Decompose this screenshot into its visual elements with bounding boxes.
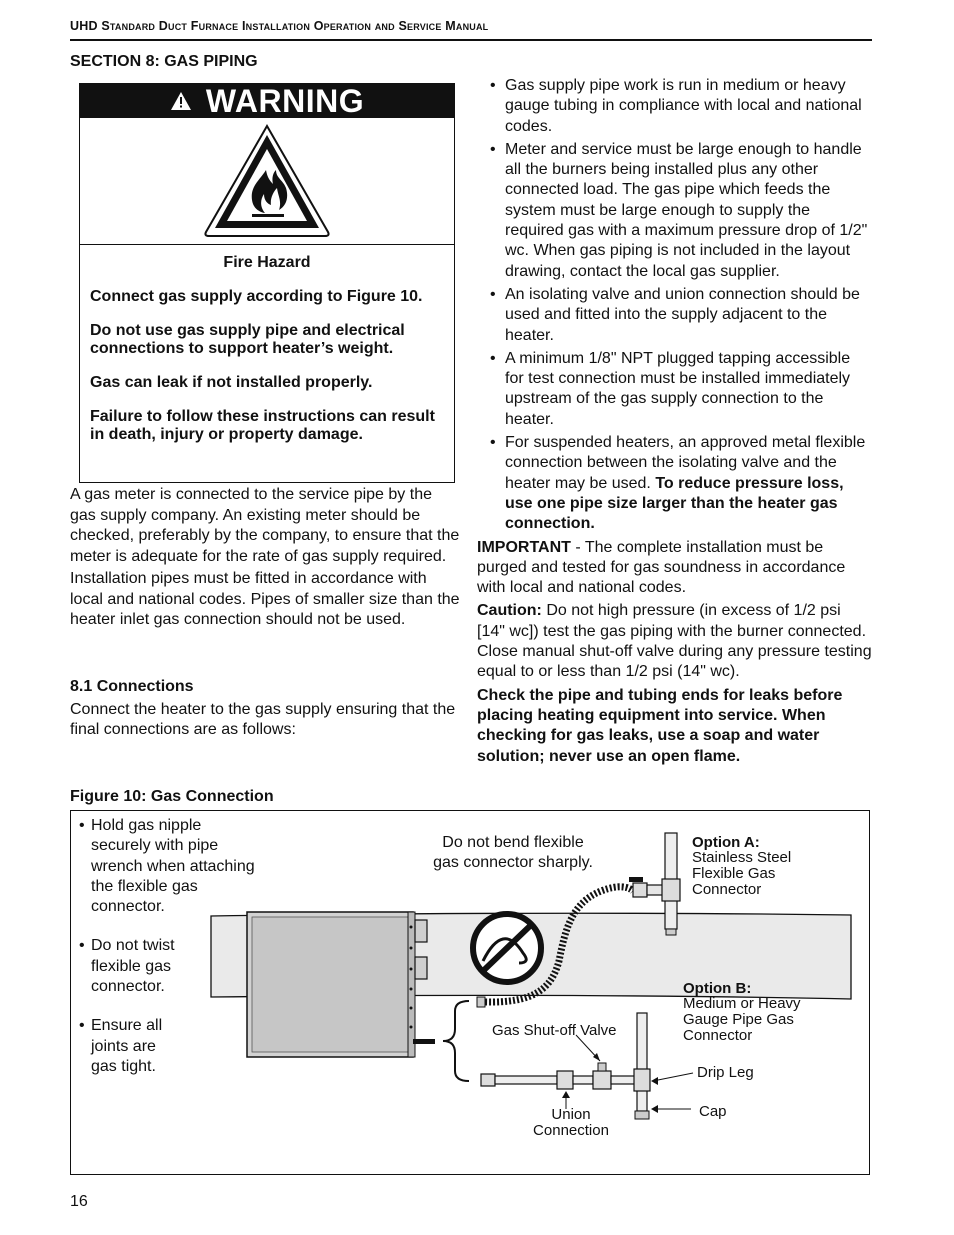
connections-heading: 8.1 Connections [70,678,194,695]
warning-line: Do not use gas supply pipe and electrical connections to support heater’s weight. [90,322,405,357]
shutoff-valve-label: Gas Shut-off Valve [492,1022,617,1039]
list-item: • An isolating valve and union connection should be used and fitted into the supply adjacent to the heater. [477,285,872,346]
important-label: IMPORTANT [477,538,571,556]
caution-text: Do not high pressure (in excess of 1/2 psi [14" wc]) test the gas piping with the burner connected. Close manual shut-off valve during any pressure testing equal to or less than 1/2 psi (14" wc). [477,602,872,681]
page-number: 16 [70,1193,88,1210]
list-item [477,433,872,534]
drip-leg-label: Drip Leg [697,1064,754,1081]
option-b-text: Medium or Heavy Gauge Pipe Gas Connector [683,995,801,1044]
section-title: SECTION 8: GAS PIPING [70,53,258,70]
figure-notes [79,816,259,1096]
fire-hazard-icon [202,122,332,240]
hazard-title: Fire Hazard [223,254,311,271]
leak-check-note: Check the pipe and tubing ends for leaks before placing heating equipment into service. When checking for gas leaks, use a soap and water solution; never use an open flame. [477,686,843,765]
caution-note [477,601,872,682]
warning-box [79,83,455,483]
list-item: • Gas supply pipe work is run in medium or heavy gauge tubing in compliance with local and national codes. [477,76,872,137]
option-a-text: Stainless Steel Flexible Gas Connector [692,849,792,898]
caution-label: Caution: [477,602,542,620]
option-b-title: Option B: [683,980,752,997]
warning-line: Connect gas supply according to Figure 10. [90,288,423,305]
gas-connection-figure [70,810,870,1175]
figure-note: • Ensure all joints are gas tight. [79,1016,181,1077]
figure-caption: Figure 10: Gas Connection [70,788,274,805]
union-connection-label: Union Connection [533,1106,609,1139]
option-a-title: Option A: [692,834,760,851]
figure-note: • Do not twist flexible gas connector. [79,936,191,997]
figure-note: • Hold gas nipple securely with pipe wrench when attaching the flexible gas connector. [79,816,259,917]
paragraph-installation-pipes: Installation pipes must be fitted in accordance with local and national codes. Pipes of smaller size than the heater inlet gas connection should not be used. [70,570,460,628]
do-not-bend-label: Do not bend flexible gas connector sharply. [433,834,593,871]
important-text: - The complete installation must be purged and tested for gas soundness in accordance with local and national codes. [477,538,846,597]
requirements-list [477,76,872,535]
paragraph-gas-meter: A gas meter is connected to the service pipe by the gas supply company. An existing meter should be checked, preferably by the company, to ensure that the meter is adequate for the rate of gas supply required. [70,486,460,565]
list-item-emphasis: To reduce pressure loss, use one pipe size larger than the heater gas connection. [505,474,844,533]
warning-line: Gas can leak if not installed properly. [90,374,373,391]
connections-text: Connect the heater to the gas supply ensuring that the final connections are as follows: [70,700,456,738]
cap-label: Cap [699,1103,727,1120]
running-header: UHD Standard Duct Furnace Installation Operation and Service Manual [70,19,872,41]
list-item: • A minimum 1/8" NPT plugged tapping accessible for test connection must be installed immediately upstream of the gas supply connection to the heater. [477,349,872,430]
left-body [70,485,460,631]
alert-triangle-icon [170,91,192,111]
right-body [477,76,872,770]
warning-title: WARNING [205,82,365,119]
list-item: • Meter and service must be large enough to handle all the burners being installed plus any other connected load. The gas pipe which feeds the system must be large enough to supply the required gas with a maximum pressure drop of 1/2" wc. When gas piping is not included in the layout drawing, contact the local gas supplier. [477,140,872,282]
warning-banner [80,84,454,118]
important-note [477,538,872,599]
fire-hazard-symbol-area [80,118,454,245]
warning-line: Failure to follow these instructions can result in death, injury or property damage. [90,408,435,443]
warning-text [80,254,454,444]
list-item-text: For suspended heaters, an approved metal flexible connection between the isolating valve and the heater may be used. [505,434,866,492]
connections-section [70,677,460,741]
